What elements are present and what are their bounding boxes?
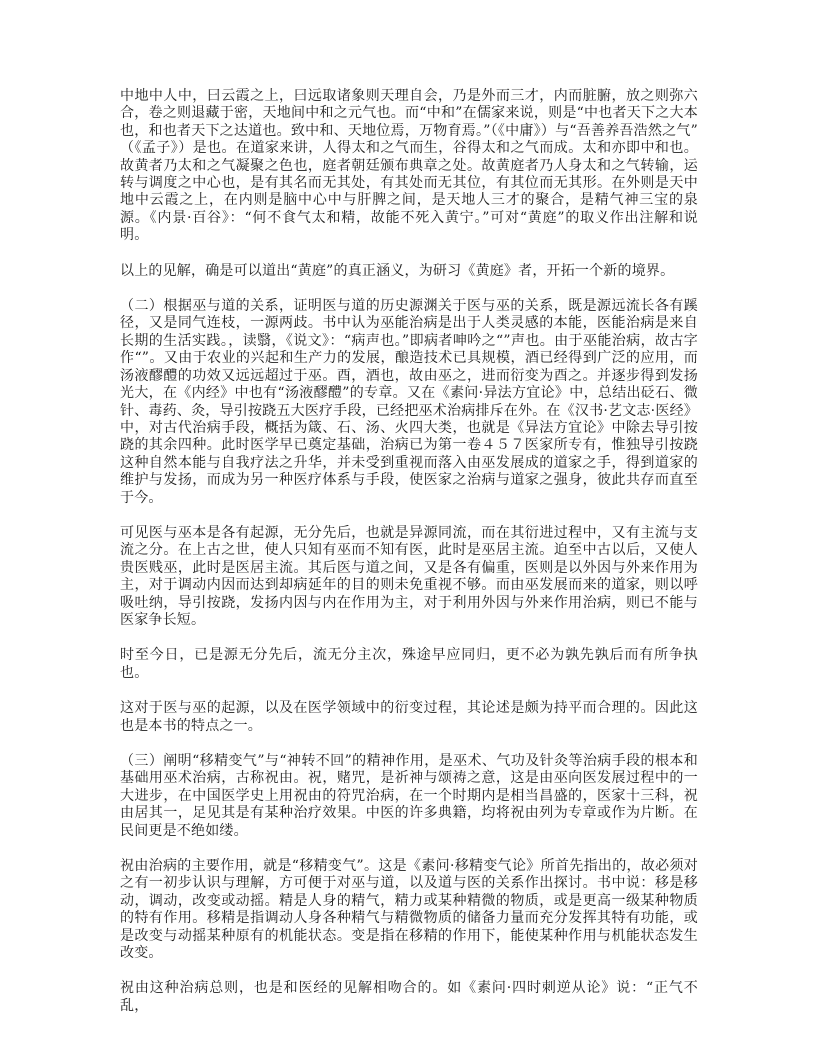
paragraph-yijingbianqi-explanation: 祝由治病的主要作用，就是“移精变气”。这是《素问·移精变气论》所首先指出的，故必须对之有一初步认识与理解，方可便于对巫与道，以及道与医的关系作出探讨。书中说：移是移动，调动，改变或动摇。精是人身的精气，精力或某种精微的物质，或是更高一级某种物质的特有作用。移精是指调动人身各种精气与精微物质的储备力量而充分发挥其特有功能，或是改变与动摇某种原有的机能状态。变是指在移精的作用下，能使某种作用与机能状态发生改变。 [120,858,698,962]
text-column [120,88,698,1015]
paragraph-zhuyou-principle: 祝由这种治病总则，也是和医经的见解相吻合的。如《素问·四时刺逆从论》说：“正气不乱， [120,980,698,1014]
paragraph-section-2-wu-dao-relation: （二）根据巫与道的关系，证明医与道的历史源渊关于医与巫的关系，既是源远流长各有蹊径，又是同气连枝，一源两歧。书中认为巫能治病是出于人类灵感的本能，医能治病是来自长期的生活实践。，读翳，《说文》：“病声也。”即病者呻吟之“”声也。由于巫能治病，故古字作“”。又由于农业的兴起和生产力的发展，酿造技术已具规模，酒已经得到广泛的应用，而汤液醪醴的功效又远远超过于巫。酉，酒也，故由巫之，进而衍变为酉之。并逐步得到发扬光大，在《内经》中也有“汤液醪醴”的专章。又在《素问·异法方宜论》中，总结出砭石、微针、毒药、灸，导引按跷五大医疗手段，已经把巫术治病排斥在外。在《汉书·艺文志·医经》中，对古代治病手段，概括为箴、石、汤、火四大类，也就是《异法方宜论》中除去导引按跷的其余四种。此时医学早已奠定基础，治病已为第一卷４５７医家所专有，惟独导引按跷这种自然本能与自我疗法之升华，并未受到重视而落入由巫发展成的道家之手，得到道家的维护与发扬，而成为另一种医疗体系与手段，使医家之治病与道家之强身，彼此共存而直至于今。 [120,298,698,506]
paragraph-huangting-meaning: 中地中人中，曰云霞之上，曰远取诸象则天理自会，乃是外而三才，内而脏腑，放之则弥六合，卷之则退藏于密，天地间中和之元气也。而“中和”在儒家来说，则是“中也者天下之大本也，和也者天下之达道也。致中和、天地位焉，万物育焉。”（《中庸》）与“吾善养吾浩然之气”（《孟子》）是也。在道家来讲，人得太和之气而生，谷得太和之气而成。太和亦即中和也。故黄者乃太和之气凝聚之色也，庭者朝廷颁布典章之处。故黄庭者乃人身太和之气转输，运转与调度之中心也，是有其名而无其处，有其处而无其位，有其位而无其形。在外则是天中地中云霞之上，在内则是脑中心中与肝脾之间，是天地人三才的聚合，是精气神三宝的泉源。《内景·百谷》：“何不食气太和精，故能不死入黄宁。”可对“黄庭”的取义作出注解和说明。 [120,88,698,244]
paragraph-book-feature: 这对于医与巫的起源，以及在医学领域中的衍变过程，其论述是颇为持平而合理的。因此这也是本书的特点之一。 [120,700,698,734]
paragraph-today-no-dispute: 时至今日，已是源无分先后，流无分主次，殊途早应同归，更不必为孰先孰后而有所争执也。 [120,647,698,681]
paragraph-huangting-summary: 以上的见解，确是可以道出“黄庭”的真正涵义，为研习《黄庭》者，开拓一个新的境界。 [120,262,675,279]
paragraph-yi-wu-origins: 可见医与巫本是各有起源，无分先后，也就是异源同流，而在其衍进过程中，又有主流与支流之分。在上古之世，使人只知有巫而不知有医，此时是巫居主流。迫至中古以后，又使人贵医贱巫，此时是医居主流。其后医与道之间，又是各有偏重，医则是以外因与外来作用为主，对于调动内因而达到却病延年的目的则未免重视不够。而由巫发展而来的道家，则以呼吸吐纳，导引按跷，发扬内因与内在作用为主，对于利用外因与外来作用治病，则已不能与医家争长短。 [120,524,698,628]
paragraph-section-3-zhuyou: （三）阐明“移精变气”与“神转不回”的精神作用，是巫术、气功及针灸等治病手段的根本和基础用巫术治病，古称祝由。祝，赌咒，是祈神与颂祷之意，这是由巫向医发展过程中的一大进步，在中国医学史上用祝由的符咒治病，在一个时期内是相当昌盛的，医家十三科，祝由居其一，足见其是有某种治疗效果。中医的许多典籍，均将祝由列为专章或作为片断。在民间更是不绝如缕。 [120,753,698,839]
